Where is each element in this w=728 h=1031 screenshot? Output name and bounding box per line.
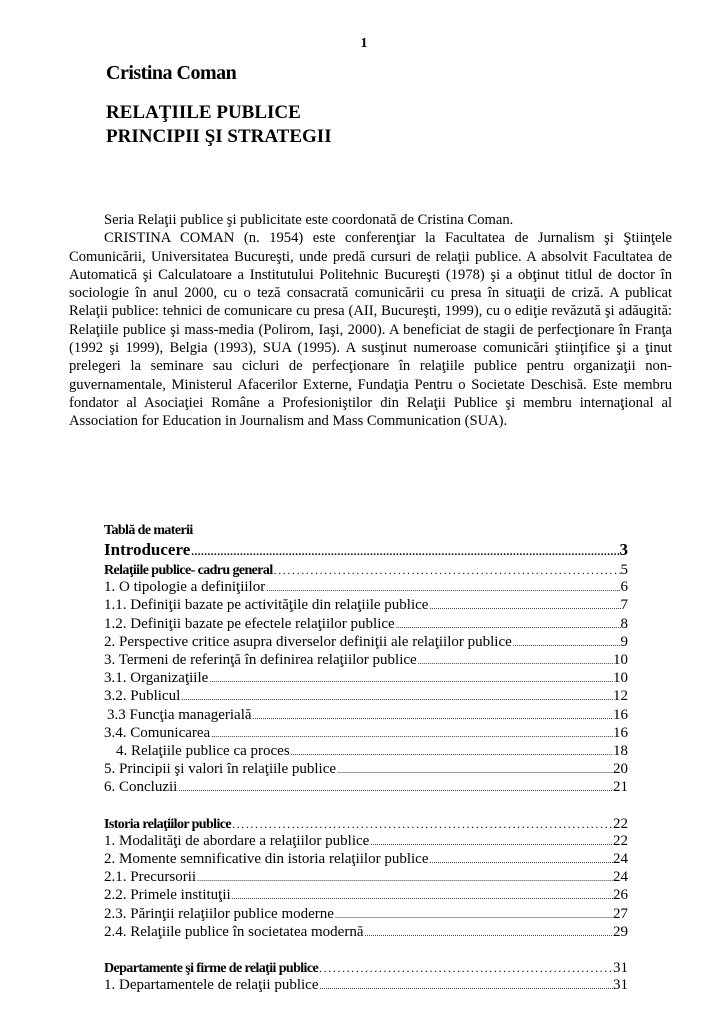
toc-entry-page: 7 [620, 597, 628, 614]
toc-dot-leader [190, 543, 619, 562]
toc-entry-label: 1. O tipologie a definiţiilor [104, 579, 266, 596]
toc-dot-leader [273, 562, 621, 579]
toc-entry[interactable] [104, 634, 628, 652]
toc-entry-label: 5. Principii şi valori în relaţiile publice [104, 761, 337, 778]
book-title-line1: RELAŢIILE PUBLICE [106, 102, 301, 123]
toc-dot-leader [290, 744, 613, 761]
toc-entry-page: 3 [619, 540, 628, 559]
toc-entry-label: Relaţiile publice- cadru general [104, 563, 273, 578]
toc-dot-leader [180, 689, 613, 706]
toc-entry-label: 1. Departamentele de relaţii publice [104, 977, 319, 994]
toc-dot-leader [231, 816, 613, 833]
book-title [106, 101, 332, 149]
toc-dot-leader [265, 580, 620, 597]
toc-entry-label: 2.1. Precursorii [104, 869, 197, 886]
table-of-contents [104, 522, 628, 995]
toc-entry[interactable] [104, 688, 628, 706]
toc-entry-page: 24 [613, 869, 628, 886]
toc-entry-page: 18 [613, 743, 628, 760]
toc-entry-page: 6 [620, 579, 628, 596]
toc-entry[interactable] [104, 833, 628, 851]
toc-entry-label: 1.1. Definiţii bazate pe activităţile din relaţiile publice [104, 597, 429, 614]
toc-entry-label: 3.2. Publicul [104, 688, 181, 705]
toc-dot-leader [429, 852, 614, 869]
toc-entry[interactable] [104, 707, 628, 725]
toc-entry-page: 8 [620, 615, 628, 632]
toc-entry[interactable] [104, 779, 628, 797]
toc-entry-label: 3.3 Funcţia managerială [107, 706, 252, 723]
toc-entry-page: 20 [613, 761, 628, 778]
toc-dot-leader [318, 960, 613, 977]
toc-entry[interactable] [104, 977, 628, 995]
toc-entry-label: Departamente şi firme de relaţii publice [104, 961, 319, 977]
toc-entry[interactable] [104, 761, 628, 779]
toc-entry-label: 3.4. Comunicarea [104, 724, 211, 741]
toc-entry-label: 3. Termeni de referinţă în definirea relaţiilor publice [104, 652, 417, 669]
toc-entry-page: 10 [613, 670, 628, 687]
toc-entry-page: 24 [613, 851, 628, 868]
toc-group-history [104, 816, 628, 942]
toc-group-departments [104, 960, 628, 995]
toc-entry-label: Istoria relaţiilor publice [104, 816, 231, 832]
toc-entry[interactable] [104, 562, 628, 579]
toc-entry-label: 1.2. Definiţii bazate pe efectele relaţiilor publice [104, 615, 395, 632]
toc-entry-label: Introducere [104, 540, 191, 559]
toc-dot-leader [417, 653, 613, 670]
toc-heading: Tablă de materii [104, 523, 193, 538]
toc-entry-page: 10 [613, 652, 628, 669]
toc-entry[interactable] [104, 743, 628, 761]
series-note: Seria Relaţii publice şi publicitate este coordonată de Cristina Coman. [104, 212, 514, 228]
toc-entry-label: 2.4. Relaţiile publice în societatea modernă [104, 923, 364, 940]
toc-entry-page: 27 [613, 905, 628, 922]
toc-entry-label: 2. Momente semnificative din istoria relaţiilor publice [104, 851, 429, 868]
author-intro [69, 211, 672, 431]
toc-entry[interactable] [104, 960, 628, 977]
toc-dot-leader [364, 925, 614, 942]
toc-entry[interactable] [104, 887, 628, 905]
toc-entry[interactable] [104, 924, 628, 942]
toc-dot-leader [512, 635, 621, 652]
toc-entry-page: 26 [613, 887, 628, 904]
toc-group-intro [104, 540, 628, 798]
toc-dot-leader [196, 870, 613, 887]
toc-entry[interactable] [104, 579, 628, 597]
toc-entry-label: 2.2. Primele instituţii [104, 887, 231, 904]
toc-entry-label: 6. Concluzii [104, 779, 178, 796]
toc-dot-leader [369, 834, 613, 851]
toc-entry-label: 1. Modalităţi de abordare a relaţiilor publice [104, 832, 370, 849]
page-number: 1 [360, 36, 368, 51]
toc-entry-page: 12 [613, 688, 628, 705]
toc-dot-leader [252, 708, 613, 725]
toc-entry-page: 22 [613, 832, 628, 849]
author-bio: CRISTINA COMAN (n. 1954) este conferenţiar la Facultatea de Jurnalism şi Ştiinţele Comunicării, Universitatea Bucureşti, unde predă cursuri de relaţii publice. A absolvit Facultatea de Automatică şi Calculatoare a Institutului Politehnic Bucureşti (1978) şi a obţinut titlul de doctor în sociologie în anul 2000, cu o teză consacrată comunicării cu presa în situaţii de criză. A publicat Relaţii publice: tehnici de comunicare cu presa (AII, Bucureşti, 1999), cu o ediţie revăzută şi adăugită: Relaţiile publice şi mass-media (Polirom, Iaşi, 2000). A beneficiat de stagii de perfecţionare în Franţa (1992 şi 1999), Belgia (1993), SUA (1995). A susţinut numeroase comunicări ştiinţifice şi a ţinut prelegeri la seminare sau cicluri de perfecţionare în relaţiile publice pentru organizaţii non-guvernamentale, Ministerul Afacerilor Externe, Fundaţia Pentru o Societate Deschisă. Este membru fondator al Asociaţiei Române a Profesioniştilor din Relaţii Publice şi membru internaţional al Association for Education in Journalism and Mass Communication (SUA). [69, 230, 672, 430]
toc-dot-leader [210, 726, 613, 743]
toc-entry[interactable] [104, 906, 628, 924]
toc-entry-label: 3.1. Organizaţiile [104, 670, 209, 687]
toc-entry[interactable] [104, 652, 628, 670]
book-title-line2: PRINCIPII ŞI STRATEGII [106, 126, 332, 147]
toc-entry-label: 4. Relaţiile publice ca proces [116, 743, 290, 760]
author-name: Cristina Coman [106, 62, 237, 84]
toc-entry[interactable] [104, 725, 628, 743]
toc-dot-leader [428, 598, 620, 615]
toc-entry-page: 21 [613, 779, 628, 796]
toc-entry-page: 5 [620, 562, 628, 578]
toc-entry[interactable] [104, 851, 628, 869]
toc-entry-page: 31 [613, 960, 628, 977]
toc-entry-page: 31 [613, 977, 628, 994]
toc-entry-label: 2.3. Părinţii relaţiilor publice moderne [104, 905, 334, 922]
toc-dot-leader [334, 907, 613, 924]
toc-entry-page: 16 [613, 706, 628, 723]
toc-entry-page: 29 [613, 923, 628, 940]
toc-entry-page: 22 [613, 815, 628, 832]
toc-dot-leader [318, 978, 613, 995]
toc-dot-leader [208, 671, 613, 688]
toc-entry-page: 16 [613, 724, 628, 741]
toc-entry-label: 2. Perspective critice asupra diverselor definiţii ale relaţiilor publice [104, 633, 512, 650]
toc-entry-page: 9 [620, 633, 628, 650]
toc-dot-leader [231, 888, 613, 905]
toc-entry[interactable] [104, 540, 628, 562]
toc-dot-leader [395, 617, 621, 634]
toc-entry[interactable] [104, 670, 628, 688]
toc-entry[interactable] [104, 616, 628, 634]
toc-dot-leader [177, 780, 613, 797]
toc-entry[interactable] [104, 597, 628, 615]
toc-dot-leader [336, 762, 613, 779]
toc-entry[interactable] [104, 816, 628, 833]
toc-entry[interactable] [104, 869, 628, 887]
